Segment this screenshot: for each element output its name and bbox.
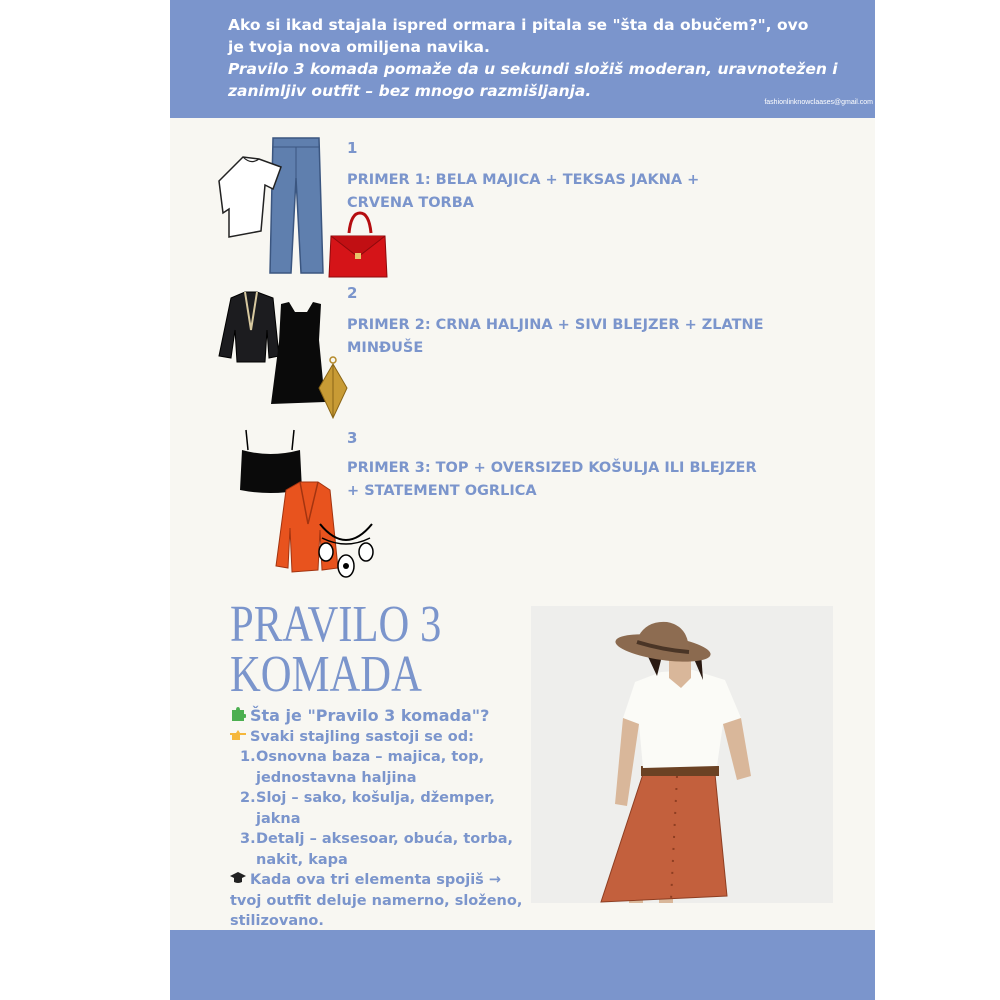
contact-email: fashionlinknowclaases@gmail.com [764,99,873,106]
puzzle-icon [230,706,246,727]
list-item: 1. Osnovna baza – majica, top, jednostavna haljina [240,749,485,786]
jeans-icon [270,138,323,273]
red-bag-icon [329,213,387,277]
outfit-2-illustration [215,290,355,420]
example-2-number: 2 [347,284,358,302]
example-1-text: PRIMER 1: BELA MAJICA + TEKSAS JAKNA + CRVENA TORBA [347,172,700,211]
title-line-2: KOMADA [230,646,422,703]
graduation-cap-icon [230,870,246,891]
crop-top-icon [240,430,302,493]
conclusion-line [230,870,530,932]
model-photo [531,606,833,903]
title-line-1: PRAVILO 3 [230,596,442,653]
example-3-text: PRIMER 3: TOP + OVERSIZED KOŠULJA ILI BLEJZER + STATEMENT OGRLICA [347,460,757,499]
example-3-number: 3 [347,429,358,447]
conclusion-text: Kada ova tri elementa spojiš → tvoj outfit deluje namerno, složeno, stilizovano. [230,872,523,929]
black-dress-icon [271,302,325,404]
outfit-3-illustration [238,428,378,582]
flyer-page [170,0,875,1000]
question-text: Šta je "Pravilo 3 komada"? [250,706,490,725]
question-heading [230,706,530,727]
page-title [230,596,476,703]
list-item-text: Sloj – sako, košulja, džemper, jakna [256,790,495,827]
gold-earring-icon [319,357,347,418]
list-item-text: Osnovna baza – majica, top, jednostavna haljina [256,749,485,786]
footer-banner [170,930,875,1000]
example-2-text: PRIMER 2: CRNA HALJINA + SIVI BLEJZER + ZLATNE MINĐUŠE [347,317,764,356]
intro-tagline: Pravilo 3 komada pomaže da u sekundi složiš moderan, uravnotežen i zanimljiv outfit – bez mnogo razmišljanja. [228,60,838,100]
intro-text-line: Svaki stajling sastoji se od: [250,728,474,745]
list-item-text: Detalj – aksesoar, obuća, torba, nakit, kapa [256,831,514,868]
list-item: 2. Sloj – sako, košulja, džemper, jakna [240,790,495,827]
header-banner [170,0,875,118]
intro-text: Ako si ikad stajala ispred ormara i pitala se "šta da obučem?", ovo je tvoja nova omiljena navika. [228,16,809,56]
pointing-hand-icon [230,727,246,748]
rule-explanation [230,706,530,932]
example-1-number: 1 [347,139,358,157]
blazer-icon [219,292,279,362]
intro-line [230,727,530,748]
list-item: 3. Detalj – aksesoar, obuća, torba, nakit, kapa [240,831,514,868]
components-list [230,747,530,870]
